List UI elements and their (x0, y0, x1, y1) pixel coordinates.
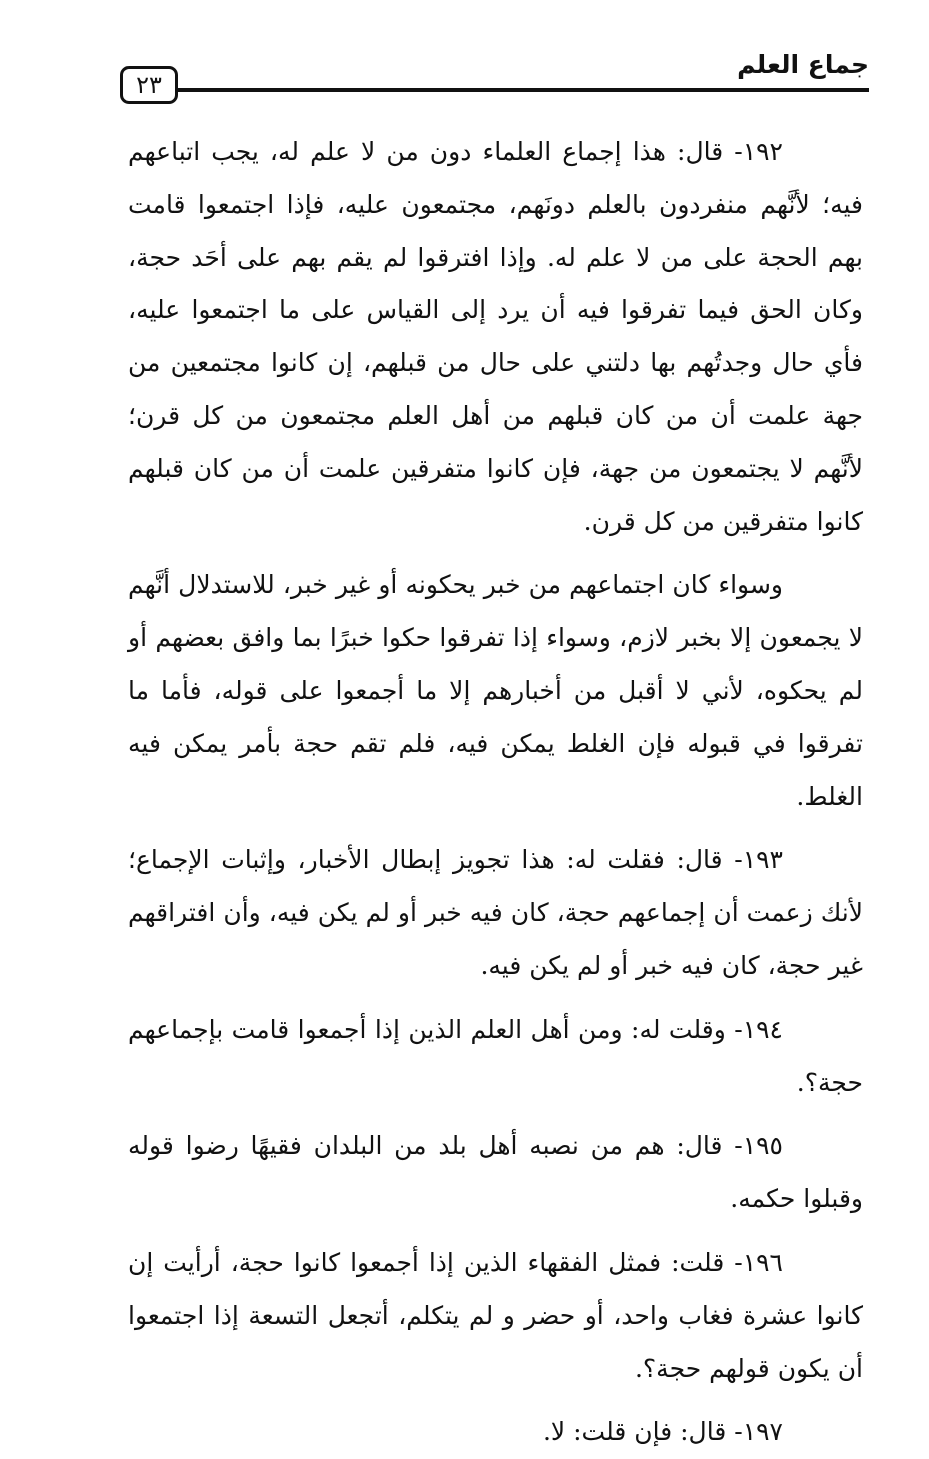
paragraph-197: ١٩٧- قال: فإن قلت: لا. (542, 1417, 783, 1447)
page-number: ٢٣ (136, 71, 162, 99)
running-head-title: جماع العلم (737, 50, 869, 79)
header-rule (178, 88, 869, 92)
paragraph-195: ١٩٥- قال: هم من نصبه أهل بلد من البلدان فقيهًا رضوا قوله وقبلوا حكمه. (128, 1131, 863, 1214)
paragraph-193: ١٩٣- قال: فقلت له: هذا تجويز إبطال الأخبار، وإثبات الإجماع؛ لأنك زعمت أن إجماعهم حجة، كان فيه خبر أو لم يكن فيه، وأن افتراقهم غير حجة، كان فيه خبر أو لم يكن فيه. (128, 845, 863, 980)
paragraph-192-continued: وسواء كان اجتماعهم من خبر يحكونه أو غير خبر، للاستدلال أنَّهم لا يجمعون إلا بخبر لازم، وسواء إذا تفرقوا حكوا خبرًا بما وافق بعضهم أو لم يحكوه، لأني لا أقبل من أخبارهم إلا ما أجمعوا على قوله، فأما ما تفرقوا في قبوله فإن الغلط يمكن فيه، فلم تقم حجة بأمر يمكن فيه الغلط. (128, 570, 863, 811)
page-number-box (120, 66, 178, 104)
paragraph-194: ١٩٤- وقلت له: ومن أهل العلم الذين إذا أجمعوا قامت بإجماعهم حجة؟. (128, 1014, 863, 1097)
page-body (128, 126, 863, 1459)
paragraph-192: ١٩٢- قال: هذا إجماع العلماء دون من لا علم له، يجب اتباعهم فيه؛ لأنَّهم منفردون بالعلم دونَهم، مجتمعون عليه، فإذا اجتمعوا قامت بهم الحجة على من لا علم له. وإذا افترقوا لم يقم بهم على أحَد حجة، وكان الحق فيما تفرقوا فيه أن يرد إلى القياس على ما اجتمعوا عليه، فأي حال وجدتُهم بها دلتني على حال من قبلهم، إن كانوا مجتمعين من جهة علمت أن من كان قبلهم من أهل العلم مجتمعون من كل قرن؛ لأنَّهم لا يجتمعون من جهة، فإن كانوا متفرقين علمت أن من كان قبلهم كانوا متفرقين من كل قرن. (128, 137, 863, 536)
paragraph-196: ١٩٦- قلت: فمثل الفقهاء الذين إذا أجمعوا كانوا حجة، أرأيت إن كانوا عشرة فغاب واحد، أو حضر و لم يتكلم، أتجعل التسعة إذا اجتمعوا أن يكون قولهم حجة؟. (128, 1247, 863, 1383)
